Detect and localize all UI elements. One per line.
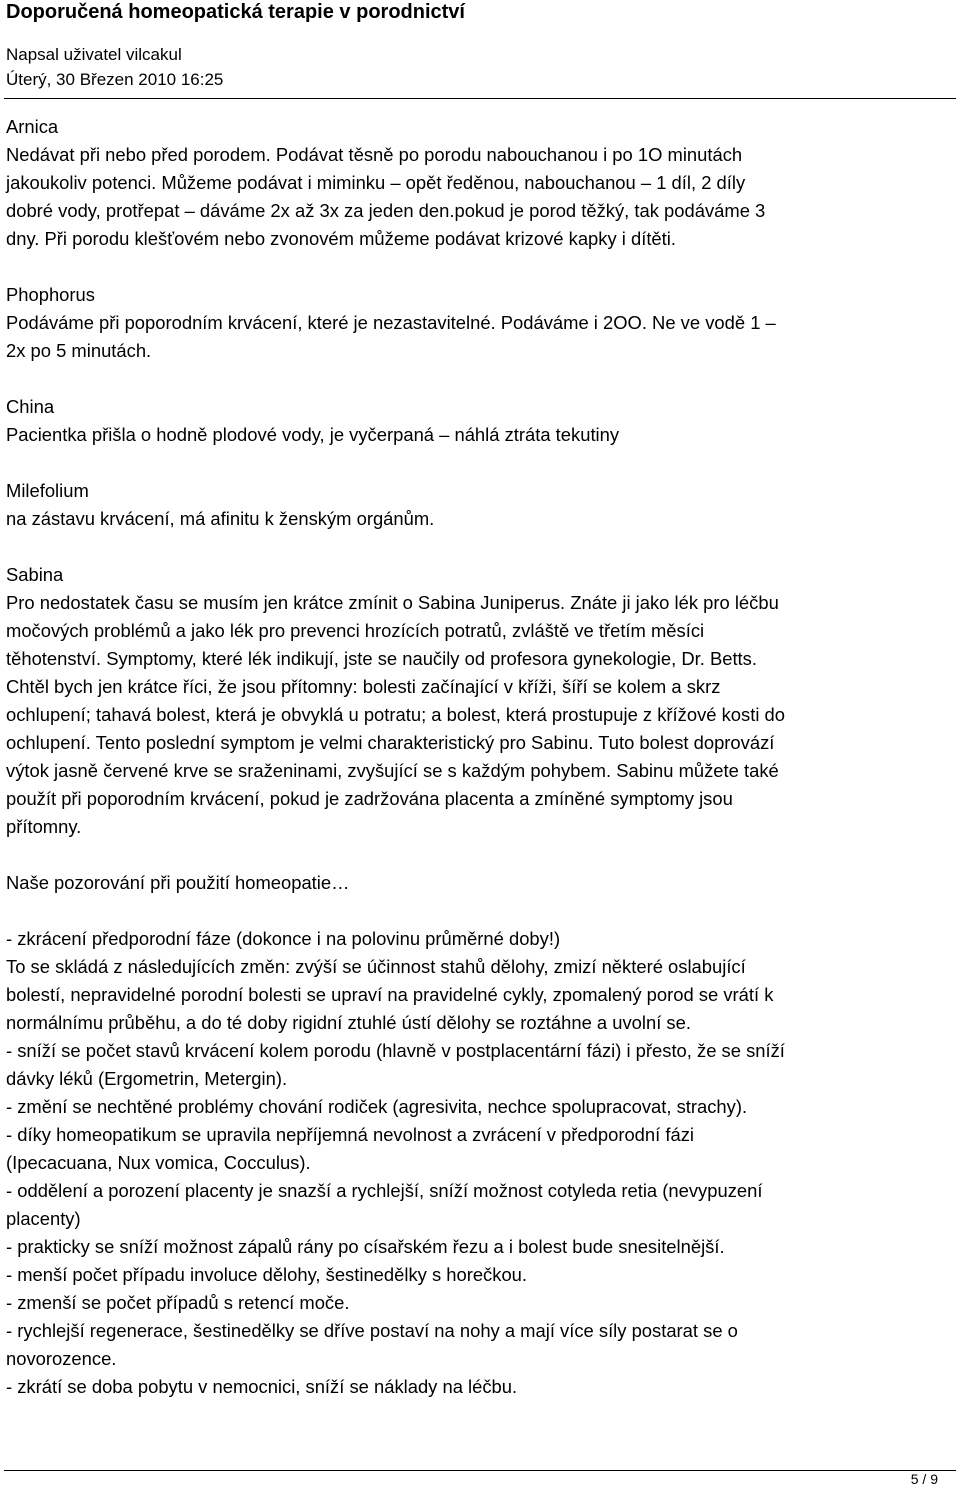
body-text-line: ochlupení; tahavá bolest, která je obvyklá u potratu; a bolest, která prostupuje z křížové kosti do <box>6 704 785 725</box>
publish-date: Úterý, 30 Březen 2010 16:25 <box>6 70 224 89</box>
footer-divider <box>4 1470 956 1471</box>
body-text-line: přítomny. <box>6 816 82 837</box>
paragraph-gap <box>6 253 956 281</box>
body-text-line: Arnica <box>6 116 59 137</box>
body-text-line: - zmenší se počet případů s retencí moče. <box>6 1292 350 1313</box>
body-text-line: - sníží se počet stavů krvácení kolem porodu (hlavně v postplacentární fázi) i přesto, že se sníží <box>6 1040 785 1061</box>
paragraph-gap <box>6 897 956 925</box>
body-text-line: Sabina <box>6 564 64 585</box>
body-text-line: normálnímu průběhu, a do té doby rigidní ztuhlé ústí dělohy se roztáhne a uvolní se. <box>6 1012 691 1033</box>
body-text-line: močových problémů a jako lék pro prevenci hrozících potratů, zvláště ve třetím měsíci <box>6 620 705 641</box>
paragraph-gap <box>6 533 956 561</box>
body-text-line: Naše pozorování při použití homeopatie… <box>6 872 350 893</box>
page-number: 5 / 9 <box>910 1471 938 1487</box>
paragraph-gap <box>6 365 956 393</box>
body-text-line: Podáváme při poporodním krvácení, které je nezastavitelné. Podáváme i 2OO. Ne ve vodě 1 – <box>6 312 776 333</box>
paragraph-gap <box>6 841 956 869</box>
body-text-line: China <box>6 396 55 417</box>
body-text-line: ochlupení. Tento poslední symptom je velmi charakteristický pro Sabinu. Tuto bolest doprovází <box>6 732 775 753</box>
body-text-line: - rychlejší regenerace, šestinedělky se dříve postaví na nohy a mají více síly postarat se o <box>6 1320 738 1341</box>
body-text-line: bolestí, nepravidelné porodní bolesti se upraví na pravidelné cykly, zpomalený porod se vrátí k <box>6 984 774 1005</box>
body-text-line: novorozence. <box>6 1348 117 1369</box>
body-text-line: těhotenství. Symptomy, které lék indikují, jste se naučily od profesora gynekologie, Dr. Betts. <box>6 648 757 669</box>
author-line: Napsal uživatel vilcakul <box>6 45 182 64</box>
body-text-line: - zkrátí se doba pobytu v nemocnici, sníží se náklady na léčbu. <box>6 1376 518 1397</box>
body-text-line: Milefolium <box>6 480 89 501</box>
paragraph-gap <box>6 449 956 477</box>
body-text-line: výtok jasně červené krve se sraženinami, zvyšující se s každým pohybem. Sabinu můžete také <box>6 760 779 781</box>
body-text-line: - díky homeopatikum se upravila nepříjemná nevolnost a zvrácení v předporodní fázi <box>6 1124 694 1145</box>
body-text-line: - změní se nechtěné problémy chování rodiček (agresivita, nechce spolupracovat, strachy). <box>6 1096 748 1117</box>
body-text-line: 2x po 5 minutách. <box>6 340 152 361</box>
body-text-line: Nedávat při nebo před porodem. Podávat těsně po porodu nabouchanou i po 1O minutách <box>6 144 743 165</box>
body-text-line: použít při poporodním krvácení, pokud je zadržována placenta a zmíněné symptomy jsou <box>6 788 733 809</box>
body-text-line: (Ipecacuana, Nux vomica, Cocculus). <box>6 1152 311 1173</box>
body-text-line: Chtěl bych jen krátce říci, že jsou přítomny: bolesti začínající v kříži, šíří se kolem a skrz <box>6 676 721 697</box>
body-text-line: dny. Při porodu klešťovém nebo zvonovém můžeme podávat krizové kapky i dítěti. <box>6 228 676 249</box>
body-text-line: - oddělení a porození placenty je snazší a rychlejší, sníží možnost cotyleda retia (nevypuzení <box>6 1180 763 1201</box>
body-text-line: jakoukoliv potenci. Můžeme podávat i miminku – opět ředěnou, nabouchanou – 1 díl, 2 díly <box>6 172 746 193</box>
body-text-line: na zástavu krvácení, má afinitu k ženským orgánům. <box>6 508 435 529</box>
article-body <box>6 113 956 1401</box>
header-divider <box>4 98 956 99</box>
article-title: Doporučená homeopatická terapie v porodnictví <box>6 1 465 23</box>
body-text-line: To se skládá z následujících změn: zvýší se účinnost stahů dělohy, zmizí některé oslabující <box>6 956 746 977</box>
body-text-line: placenty) <box>6 1208 81 1229</box>
body-text-line: Pacientka přišla o hodně plodové vody, je vyčerpaná – náhlá ztráta tekutiny <box>6 424 620 445</box>
body-text-line: - zkrácení předporodní fáze (dokonce i na polovinu průměrné doby!) <box>6 928 561 949</box>
body-text-line: - menší počet případu involuce dělohy, šestinedělky s horečkou. <box>6 1264 528 1285</box>
body-text-line: Pro nedostatek času se musím jen krátce zmínit o Sabina Juniperus. Znáte ji jako lék pro léčbu <box>6 592 779 613</box>
body-text-line: dobré vody, protřepat – dáváme 2x až 3x za jeden den.pokud je porod těžký, tak podáváme 3 <box>6 200 766 221</box>
body-text-line: Phophorus <box>6 284 95 305</box>
body-text-line: dávky léků (Ergometrin, Metergin). <box>6 1068 288 1089</box>
body-text-line: - prakticky se sníží možnost zápalů rány po císařském řezu a i bolest bude snesitelnější. <box>6 1236 725 1257</box>
